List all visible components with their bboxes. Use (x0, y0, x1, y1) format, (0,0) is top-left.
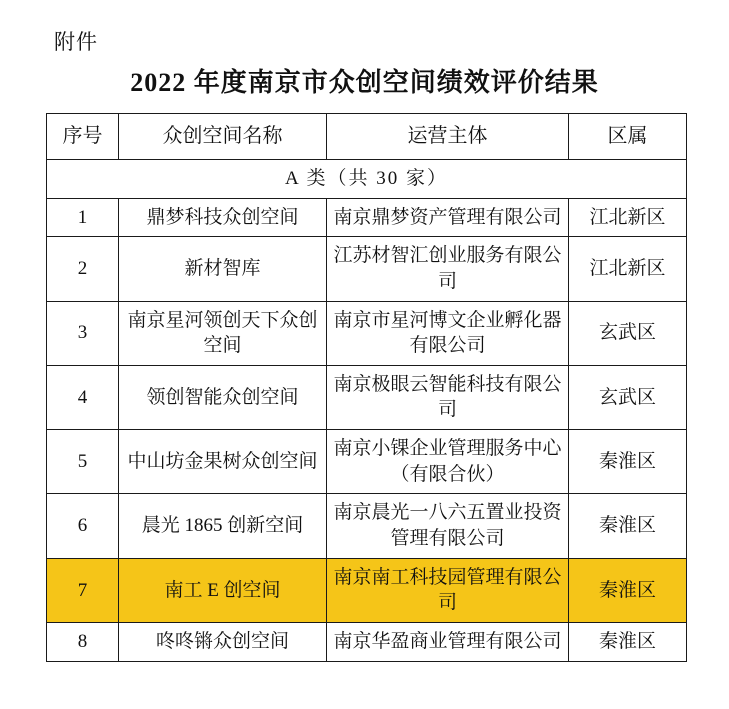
table-row (47, 622, 687, 661)
table-row (47, 237, 687, 301)
cell-operator: 南京小锞企业管理服务中心（有限合伙） (327, 430, 569, 494)
cell-district: 秦淮区 (569, 622, 687, 661)
cell-name: 南工 E 创空间 (119, 558, 327, 622)
cell-name: 晨光 1865 创新空间 (119, 494, 327, 558)
cell-district: 玄武区 (569, 301, 687, 365)
cell-operator: 南京晨光一八六五置业投资管理有限公司 (327, 494, 569, 558)
table-row (47, 301, 687, 365)
table-row (47, 430, 687, 494)
cell-no: 5 (47, 430, 119, 494)
page-title: 2022 年度南京市众创空间绩效评价结果 (130, 68, 599, 97)
table-row (47, 198, 687, 237)
cell-name: 新材智库 (119, 237, 327, 301)
cell-operator: 南京市星河博文企业孵化器有限公司 (327, 301, 569, 365)
cell-operator: 南京鼎梦资产管理有限公司 (327, 198, 569, 237)
cell-no: 4 (47, 365, 119, 429)
cell-name: 南京星河领创天下众创空间 (119, 301, 327, 365)
cell-operator: 南京南工科技园管理有限公司 (327, 558, 569, 622)
cell-operator: 南京极眼云智能科技有限公司 (327, 365, 569, 429)
column-header-district: 区属 (569, 114, 687, 160)
cell-district: 秦淮区 (569, 558, 687, 622)
cell-district: 秦淮区 (569, 494, 687, 558)
evaluation-results-table (46, 113, 687, 662)
cell-no: 8 (47, 622, 119, 661)
column-header-name: 众创空间名称 (119, 114, 327, 160)
cell-district: 玄武区 (569, 365, 687, 429)
column-header-operator: 运营主体 (327, 114, 569, 160)
cell-operator: 南京华盈商业管理有限公司 (327, 622, 569, 661)
attachment-label: 附件 (54, 30, 98, 54)
column-header-no: 序号 (47, 114, 119, 160)
cell-name: 鼎梦科技众创空间 (119, 198, 327, 237)
table-row (47, 494, 687, 558)
cell-name: 咚咚锵众创空间 (119, 622, 327, 661)
cell-no: 1 (47, 198, 119, 237)
cell-district: 江北新区 (569, 237, 687, 301)
cell-name: 领创智能众创空间 (119, 365, 327, 429)
cell-no: 3 (47, 301, 119, 365)
cell-name: 中山坊金果树众创空间 (119, 430, 327, 494)
cell-operator: 江苏材智汇创业服务有限公司 (327, 237, 569, 301)
category-row (47, 160, 687, 199)
table-header-row (47, 114, 687, 160)
cell-no: 6 (47, 494, 119, 558)
cell-no: 2 (47, 237, 119, 301)
cell-district: 江北新区 (569, 198, 687, 237)
cell-district: 秦淮区 (569, 430, 687, 494)
category-label: A 类（共 30 家） (47, 160, 687, 199)
cell-no: 7 (47, 558, 119, 622)
table-row-highlighted (47, 558, 687, 622)
table-row (47, 365, 687, 429)
